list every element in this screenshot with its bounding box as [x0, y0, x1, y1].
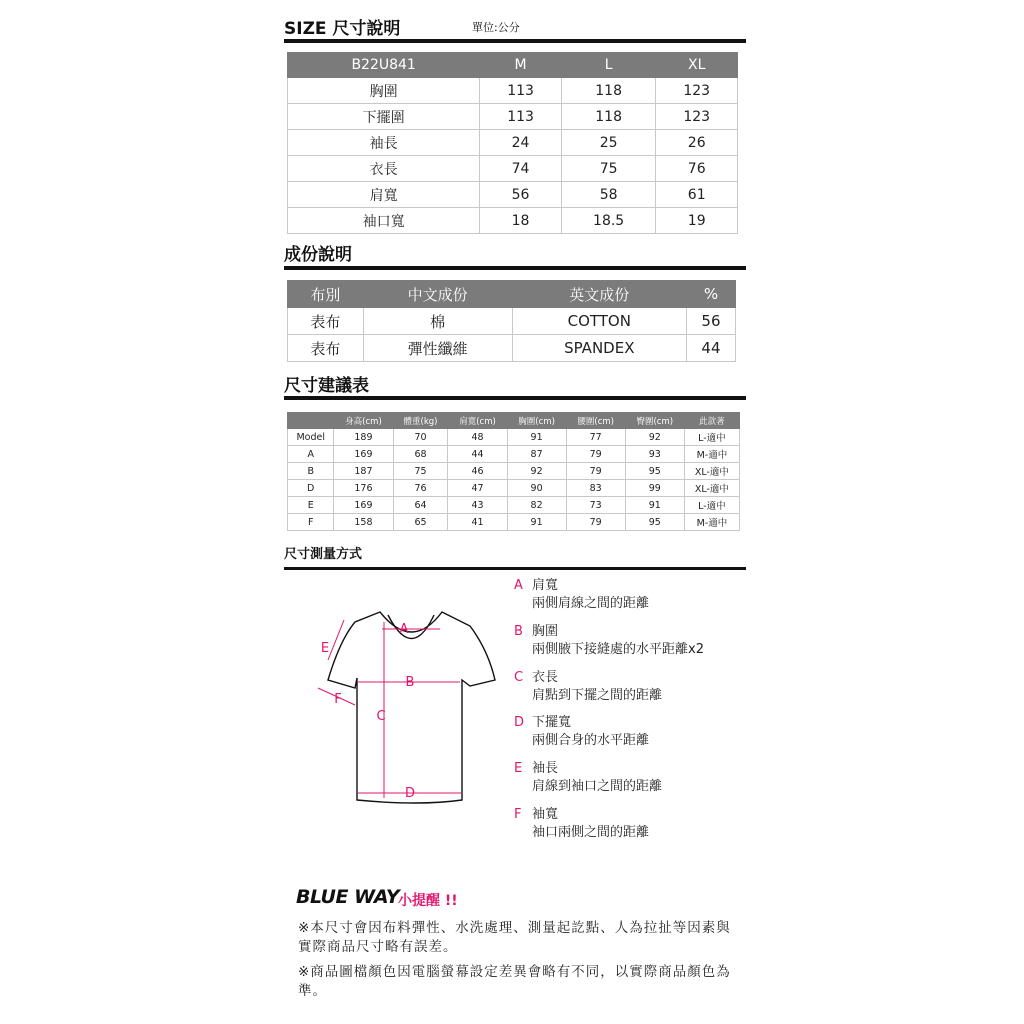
table-cell: 95	[625, 463, 684, 480]
table-cell: 75	[393, 463, 448, 480]
legend-name: 衣長	[532, 670, 559, 685]
reminder-note-2: ※商品圖檔顏色因電腦螢幕設定差異會略有不同，以實際商品顏色為準。	[298, 964, 731, 999]
table-row	[288, 78, 738, 104]
table-cell: Model	[288, 429, 334, 446]
legend-letter: D	[514, 715, 525, 730]
table-cell: 99	[625, 480, 684, 497]
table-cell: 123	[656, 78, 738, 104]
table-cell: 26	[656, 130, 738, 156]
table-row	[288, 497, 740, 514]
table-header-cell: 臀圍(cm)	[625, 413, 684, 429]
legend-name: 袖寬	[532, 807, 559, 822]
suggestion-table	[287, 412, 740, 531]
tshirt-outline	[328, 612, 495, 803]
legend-letter: B	[514, 624, 523, 639]
table-cell: 袖長	[288, 130, 480, 156]
table-cell: D	[288, 480, 334, 497]
table-cell: 25	[561, 130, 656, 156]
table-cell: 18	[480, 208, 562, 234]
composition-section-title: 成份說明	[284, 245, 352, 265]
table-cell: 56	[686, 308, 735, 335]
table-header-cell: 胸圍(cm)	[507, 413, 566, 429]
table-cell: 表布	[288, 335, 364, 362]
table-cell: 18.5	[561, 208, 656, 234]
table-row	[288, 463, 740, 480]
table-cell: 187	[334, 463, 393, 480]
table-cell: 79	[566, 446, 625, 463]
table-cell: 91	[507, 514, 566, 531]
table-cell: 68	[393, 446, 448, 463]
table-cell: 123	[656, 104, 738, 130]
table-row	[288, 514, 740, 531]
table-cell: XL-適中	[684, 463, 739, 480]
diagram-letter-f: F	[334, 692, 342, 707]
table-cell: 43	[448, 497, 507, 514]
table-cell: 189	[334, 429, 393, 446]
table-cell: 44	[448, 446, 507, 463]
legend-desc: 肩線到袖口之間的距離	[532, 779, 663, 794]
table-header-cell: 腰圍(cm)	[566, 413, 625, 429]
diagram-letter-c: C	[376, 709, 386, 724]
diagram-letter-e: E	[320, 641, 330, 656]
table-cell: 衣長	[288, 156, 480, 182]
section-rule	[284, 266, 746, 270]
table-header-cell: 此款著	[684, 413, 739, 429]
table-cell: 91	[507, 429, 566, 446]
table-cell: 44	[686, 335, 735, 362]
table-row	[288, 429, 740, 446]
legend-name: 胸圍	[532, 624, 559, 639]
section-rule	[284, 39, 746, 43]
table-cell: 113	[480, 104, 562, 130]
table-cell: A	[288, 446, 334, 463]
table-cell: 46	[448, 463, 507, 480]
legend-letter: A	[514, 578, 523, 593]
section-rule	[284, 567, 746, 570]
table-header-cell: 中文成份	[363, 281, 512, 308]
legend-name: 下擺寬	[532, 715, 572, 730]
table-cell: 76	[393, 480, 448, 497]
table-row	[288, 182, 738, 208]
legend-item	[514, 623, 704, 659]
legend-desc: 兩側腋下接縫處的水平距離x2	[532, 642, 704, 657]
table-header-cell: L	[561, 53, 656, 78]
legend-item	[514, 760, 662, 796]
table-cell: 41	[448, 514, 507, 531]
table-cell: 169	[334, 446, 393, 463]
table-cell: 83	[566, 480, 625, 497]
size-table	[287, 52, 738, 234]
reminder-note-1: ※本尺寸會因布料彈性、水洗處理、測量起訖點、人為拉扯等因素與實際商品尺寸略有誤差。	[298, 920, 731, 955]
table-cell: 93	[625, 446, 684, 463]
table-cell: 47	[448, 480, 507, 497]
diagram-letter-d: D	[404, 786, 416, 801]
legend-desc: 兩側合身的水平距離	[532, 733, 650, 748]
measure-section-title: 尺寸測量方式	[284, 547, 363, 562]
legend-name: 肩寬	[532, 578, 559, 593]
legend-desc: 肩點到下擺之間的距離	[532, 688, 663, 703]
table-cell: 79	[566, 514, 625, 531]
table-header-cell: 身高(cm)	[334, 413, 393, 429]
table-header-cell: B22U841	[288, 53, 480, 78]
table-cell: 74	[480, 156, 562, 182]
legend-desc: 兩側肩線之間的距離	[532, 596, 650, 611]
table-cell: 158	[334, 514, 393, 531]
table-header-cell: %	[686, 281, 735, 308]
size-section-title: SIZE 尺寸說明	[284, 19, 401, 39]
table-header-cell: 體重(kg)	[393, 413, 448, 429]
table-header-cell: XL	[656, 53, 738, 78]
table-cell: 113	[480, 78, 562, 104]
table-cell: 79	[566, 463, 625, 480]
table-cell: 91	[625, 497, 684, 514]
diagram-letter-b: B	[405, 675, 415, 690]
table-cell: 118	[561, 104, 656, 130]
table-row	[288, 308, 736, 335]
table-cell: 176	[334, 480, 393, 497]
table-cell: L-適中	[684, 429, 739, 446]
table-cell: 65	[393, 514, 448, 531]
table-cell: M-適中	[684, 446, 739, 463]
table-cell: 24	[480, 130, 562, 156]
table-cell: 95	[625, 514, 684, 531]
legend-item	[514, 577, 649, 613]
table-cell: 73	[566, 497, 625, 514]
table-cell: B	[288, 463, 334, 480]
table-cell: 77	[566, 429, 625, 446]
table-cell: 胸圍	[288, 78, 480, 104]
table-cell: 56	[480, 182, 562, 208]
table-cell: 58	[561, 182, 656, 208]
table-row	[288, 446, 740, 463]
table-cell: 87	[507, 446, 566, 463]
legend-name: 袖長	[532, 761, 559, 776]
legend-letter: E	[514, 761, 523, 776]
table-row	[288, 335, 736, 362]
table-cell: 70	[393, 429, 448, 446]
table-cell: 169	[334, 497, 393, 514]
table-row	[288, 130, 738, 156]
brand-logo: BLUE WAY	[296, 886, 400, 908]
table-cell: 64	[393, 497, 448, 514]
table-cell: M-適中	[684, 514, 739, 531]
reminder-label: 小提醒 !!	[398, 893, 458, 909]
legend-item	[514, 669, 662, 705]
table-cell: 92	[625, 429, 684, 446]
table-cell: 棉	[363, 308, 512, 335]
table-cell: F	[288, 514, 334, 531]
table-cell: 76	[656, 156, 738, 182]
table-cell: SPANDEX	[512, 335, 686, 362]
tshirt-measure-diagram	[300, 600, 510, 815]
table-cell: 19	[656, 208, 738, 234]
table-row	[288, 156, 738, 182]
table-cell: XL-適中	[684, 480, 739, 497]
table-cell: 下擺圍	[288, 104, 480, 130]
table-header-cell: 肩寬(cm)	[448, 413, 507, 429]
tshirt-neckline	[388, 615, 434, 639]
table-header-cell: 英文成份	[512, 281, 686, 308]
table-header-cell: 布別	[288, 281, 364, 308]
unit-label: 單位:公分	[472, 21, 520, 34]
table-cell: 61	[656, 182, 738, 208]
suggestion-section-title: 尺寸建議表	[284, 376, 369, 396]
table-header-cell	[288, 413, 334, 429]
table-cell: 表布	[288, 308, 364, 335]
table-cell: L-適中	[684, 497, 739, 514]
table-cell: 118	[561, 78, 656, 104]
table-row	[288, 480, 740, 497]
table-cell: 肩寬	[288, 182, 480, 208]
table-cell: 90	[507, 480, 566, 497]
table-cell: 48	[448, 429, 507, 446]
composition-table	[287, 280, 736, 362]
table-cell: 彈性纖維	[363, 335, 512, 362]
section-rule	[284, 396, 746, 400]
legend-desc: 袖口兩側之間的距離	[532, 825, 650, 840]
table-cell: 82	[507, 497, 566, 514]
legend-item	[514, 714, 649, 750]
table-cell: COTTON	[512, 308, 686, 335]
table-row	[288, 104, 738, 130]
table-cell: 75	[561, 156, 656, 182]
legend-letter: C	[514, 670, 524, 685]
table-cell: 92	[507, 463, 566, 480]
table-cell: E	[288, 497, 334, 514]
diagram-letter-a: A	[399, 622, 409, 637]
table-cell: 袖口寬	[288, 208, 480, 234]
legend-item	[514, 806, 649, 842]
legend-letter: F	[514, 807, 522, 822]
table-row	[288, 208, 738, 234]
table-header-cell: M	[480, 53, 562, 78]
